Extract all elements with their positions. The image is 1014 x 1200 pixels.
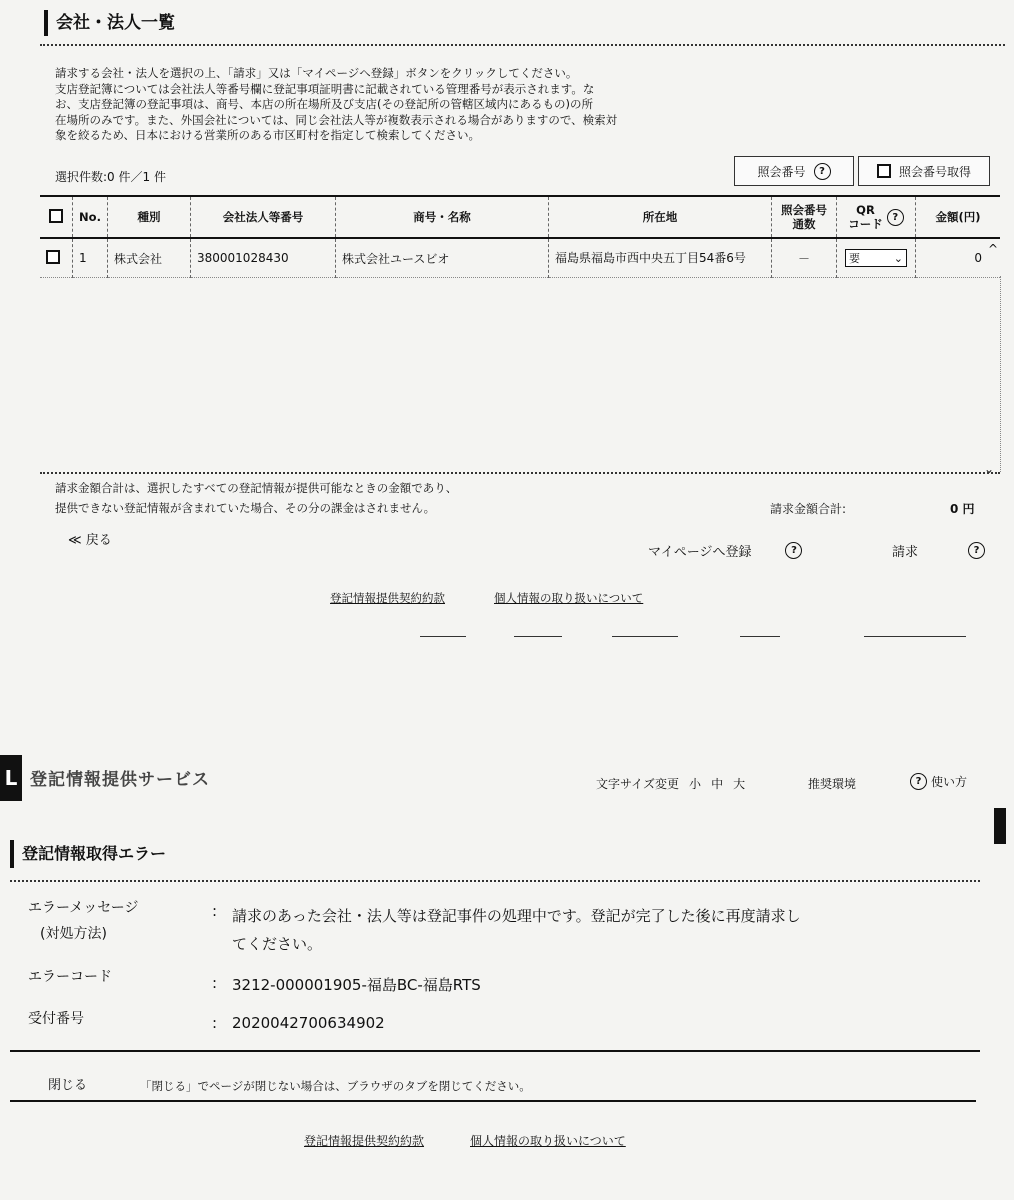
- mypage-register-label: マイページへ登録: [648, 545, 752, 560]
- company-table: [40, 195, 1000, 278]
- qr-select[interactable]: [845, 249, 907, 267]
- col-inquiry-line2: 通数: [792, 217, 816, 231]
- total-label: 請求金額合計:: [770, 502, 847, 516]
- row-type: 株式会社: [108, 238, 191, 278]
- col-no: No.: [73, 196, 108, 238]
- help-icon[interactable]: ?: [814, 163, 831, 180]
- error-message-colon: :: [212, 902, 218, 920]
- instruction-line: 請求する会社・法人を選択の上、「請求」又は「マイページへ登録」ボタンをクリックしてください。: [55, 66, 578, 80]
- col-name: 商号・名称: [336, 196, 549, 238]
- receipt-number-label: 受付番号: [28, 1011, 84, 1027]
- billing-note: [55, 478, 457, 518]
- row-corp-number: 380001028430: [191, 238, 336, 278]
- terms-link[interactable]: 登記情報提供契約約款: [304, 1134, 425, 1148]
- row-select-cell[interactable]: [40, 238, 73, 278]
- help-label: 使い方: [931, 775, 968, 789]
- error-code-colon: :: [212, 974, 218, 992]
- receipt-number-colon: :: [212, 1014, 218, 1032]
- row-qr-cell: [837, 238, 916, 278]
- row-amount: 0: [916, 238, 1001, 278]
- row-address: 福島県福島市西中央五丁目54番6号: [549, 238, 772, 278]
- col-amount: 金額(円): [916, 196, 1001, 238]
- close-note: 「閉じる」でページが閉じない場合は、ブラウザのタブを閉じてください。: [140, 1079, 531, 1093]
- close-bar-divider: [10, 1100, 976, 1102]
- inquiry-number-acquire-checkbox[interactable]: [858, 156, 990, 186]
- help-icon[interactable]: ?: [785, 542, 802, 559]
- inquiry-acquire-label: 照会番号取得: [898, 164, 971, 179]
- logo-icon: L: [0, 755, 22, 801]
- col-inquiry-line1: 照会番号: [781, 203, 827, 217]
- error-message-line1: 請求のあった会社・法人等は登記事件の処理中です。登記が完了した後に再度請求し: [232, 907, 801, 925]
- col-qr-line1: QR: [856, 203, 875, 217]
- scroll-down-arrow[interactable]: ⌄: [984, 462, 995, 476]
- error-title: 登記情報取得エラー: [10, 840, 166, 868]
- instruction-line: お、支店登記簿の登記事項は、商号、本店の所在場所及び支店(その登記所の管轄区域内にあるもの)の所: [55, 97, 593, 111]
- billing-note-line2: 提供できない登記情報が含まれていた場合、その分の課金はされません。: [55, 501, 436, 515]
- inquiry-number-label: 照会番号: [757, 164, 806, 179]
- row-checkbox[interactable]: [46, 250, 60, 264]
- privacy-link[interactable]: 個人情報の取り扱いについて: [470, 1134, 626, 1148]
- row-name: 株式会社ユースビオ: [336, 238, 549, 278]
- col-type: 種別: [108, 196, 191, 238]
- row-inquiry-count: －: [772, 238, 837, 278]
- font-medium-button[interactable]: 中: [711, 777, 724, 791]
- error-bottom-divider: [10, 1050, 980, 1052]
- mypage-register-button[interactable]: [648, 541, 802, 560]
- select-all-cell[interactable]: [40, 196, 73, 238]
- error-title-divider: [10, 880, 980, 882]
- scan-artifact-line: [612, 636, 678, 637]
- font-large-button[interactable]: 大: [733, 777, 746, 791]
- col-qr: [837, 196, 916, 238]
- error-message-text: [232, 902, 801, 958]
- privacy-link[interactable]: 個人情報の取り扱いについて: [494, 591, 644, 605]
- error-message-label: [28, 895, 138, 947]
- select-all-checkbox[interactable]: [49, 209, 63, 223]
- col-qr-line2: コード: [848, 217, 883, 231]
- error-message-sublabel: (対処方法): [40, 926, 107, 942]
- qr-select-value: 要: [849, 252, 860, 265]
- table-header-row: [40, 196, 1000, 238]
- error-message-label-text: エラーメッセージ: [28, 900, 139, 916]
- col-corp-number: 会社法人等番号: [191, 196, 336, 238]
- back-link[interactable]: ≪ 戻る: [68, 533, 112, 548]
- checkbox-icon[interactable]: [877, 164, 891, 178]
- font-size-controls: [596, 775, 745, 792]
- instruction-line: 象を絞るため、日本における営業所のある市区町村を指定して検索してください。: [55, 128, 481, 142]
- scroll-up-arrow[interactable]: ^: [988, 242, 999, 256]
- scan-artifact-line: [740, 636, 780, 637]
- font-size-label: 文字サイズ変更: [596, 777, 680, 791]
- help-icon[interactable]: ?: [887, 209, 904, 226]
- recommended-env-link[interactable]: 推奨環境: [808, 777, 857, 791]
- instructions: [55, 66, 735, 144]
- font-small-button[interactable]: 小: [689, 777, 702, 791]
- close-button[interactable]: 閉じる: [48, 1078, 88, 1093]
- receipt-number-value: 2020042700634902: [232, 1014, 385, 1032]
- company-list-title: 会社・法人一覧: [44, 10, 175, 36]
- service-logo-text: 登記情報提供サービス: [30, 770, 210, 790]
- help-icon[interactable]: ?: [968, 542, 985, 559]
- table-row: [40, 238, 1000, 278]
- request-label: 請求: [892, 545, 919, 560]
- total-value: 0 円: [950, 502, 975, 516]
- help-icon: ?: [910, 773, 927, 790]
- error-code-label: エラーコード: [28, 969, 112, 985]
- table-bottom-divider: [40, 472, 1000, 474]
- billing-note-line1: 請求金額合計は、選択したすべての登記情報が提供可能なときの金額であり、: [55, 481, 458, 495]
- inquiry-number-button[interactable]: [734, 156, 854, 186]
- table-empty-area: [40, 276, 1001, 472]
- row-no: 1: [73, 238, 108, 278]
- instruction-line: 在場所のみです。また、外国会社については、同じ会社法人等が複数表示される場合がありますので、検索対: [55, 112, 618, 127]
- error-code-value: 3212-000001905-福島BC-福島RTS: [232, 976, 481, 994]
- help-link[interactable]: [910, 773, 967, 790]
- error-message-line2: てください。: [232, 935, 323, 953]
- scan-artifact-line: [864, 636, 966, 637]
- title-divider: [40, 44, 1005, 46]
- selection-count: 選択件数:0 件／1 件: [55, 170, 166, 184]
- instruction-line: 支店登記簿については会社法人等番号欄に登記事項証明書に記載されている管理番号が表示されます。な: [55, 81, 595, 96]
- col-address: 所在地: [549, 196, 772, 238]
- scan-artifact-line: [420, 636, 466, 637]
- scrollbar-thumb[interactable]: [994, 808, 1006, 844]
- request-button[interactable]: [892, 541, 985, 560]
- chevron-down-icon: ⌄: [893, 251, 903, 265]
- terms-link[interactable]: 登記情報提供契約約款: [330, 591, 445, 605]
- col-inquiry-count: [772, 196, 837, 238]
- scan-artifact-line: [514, 636, 562, 637]
